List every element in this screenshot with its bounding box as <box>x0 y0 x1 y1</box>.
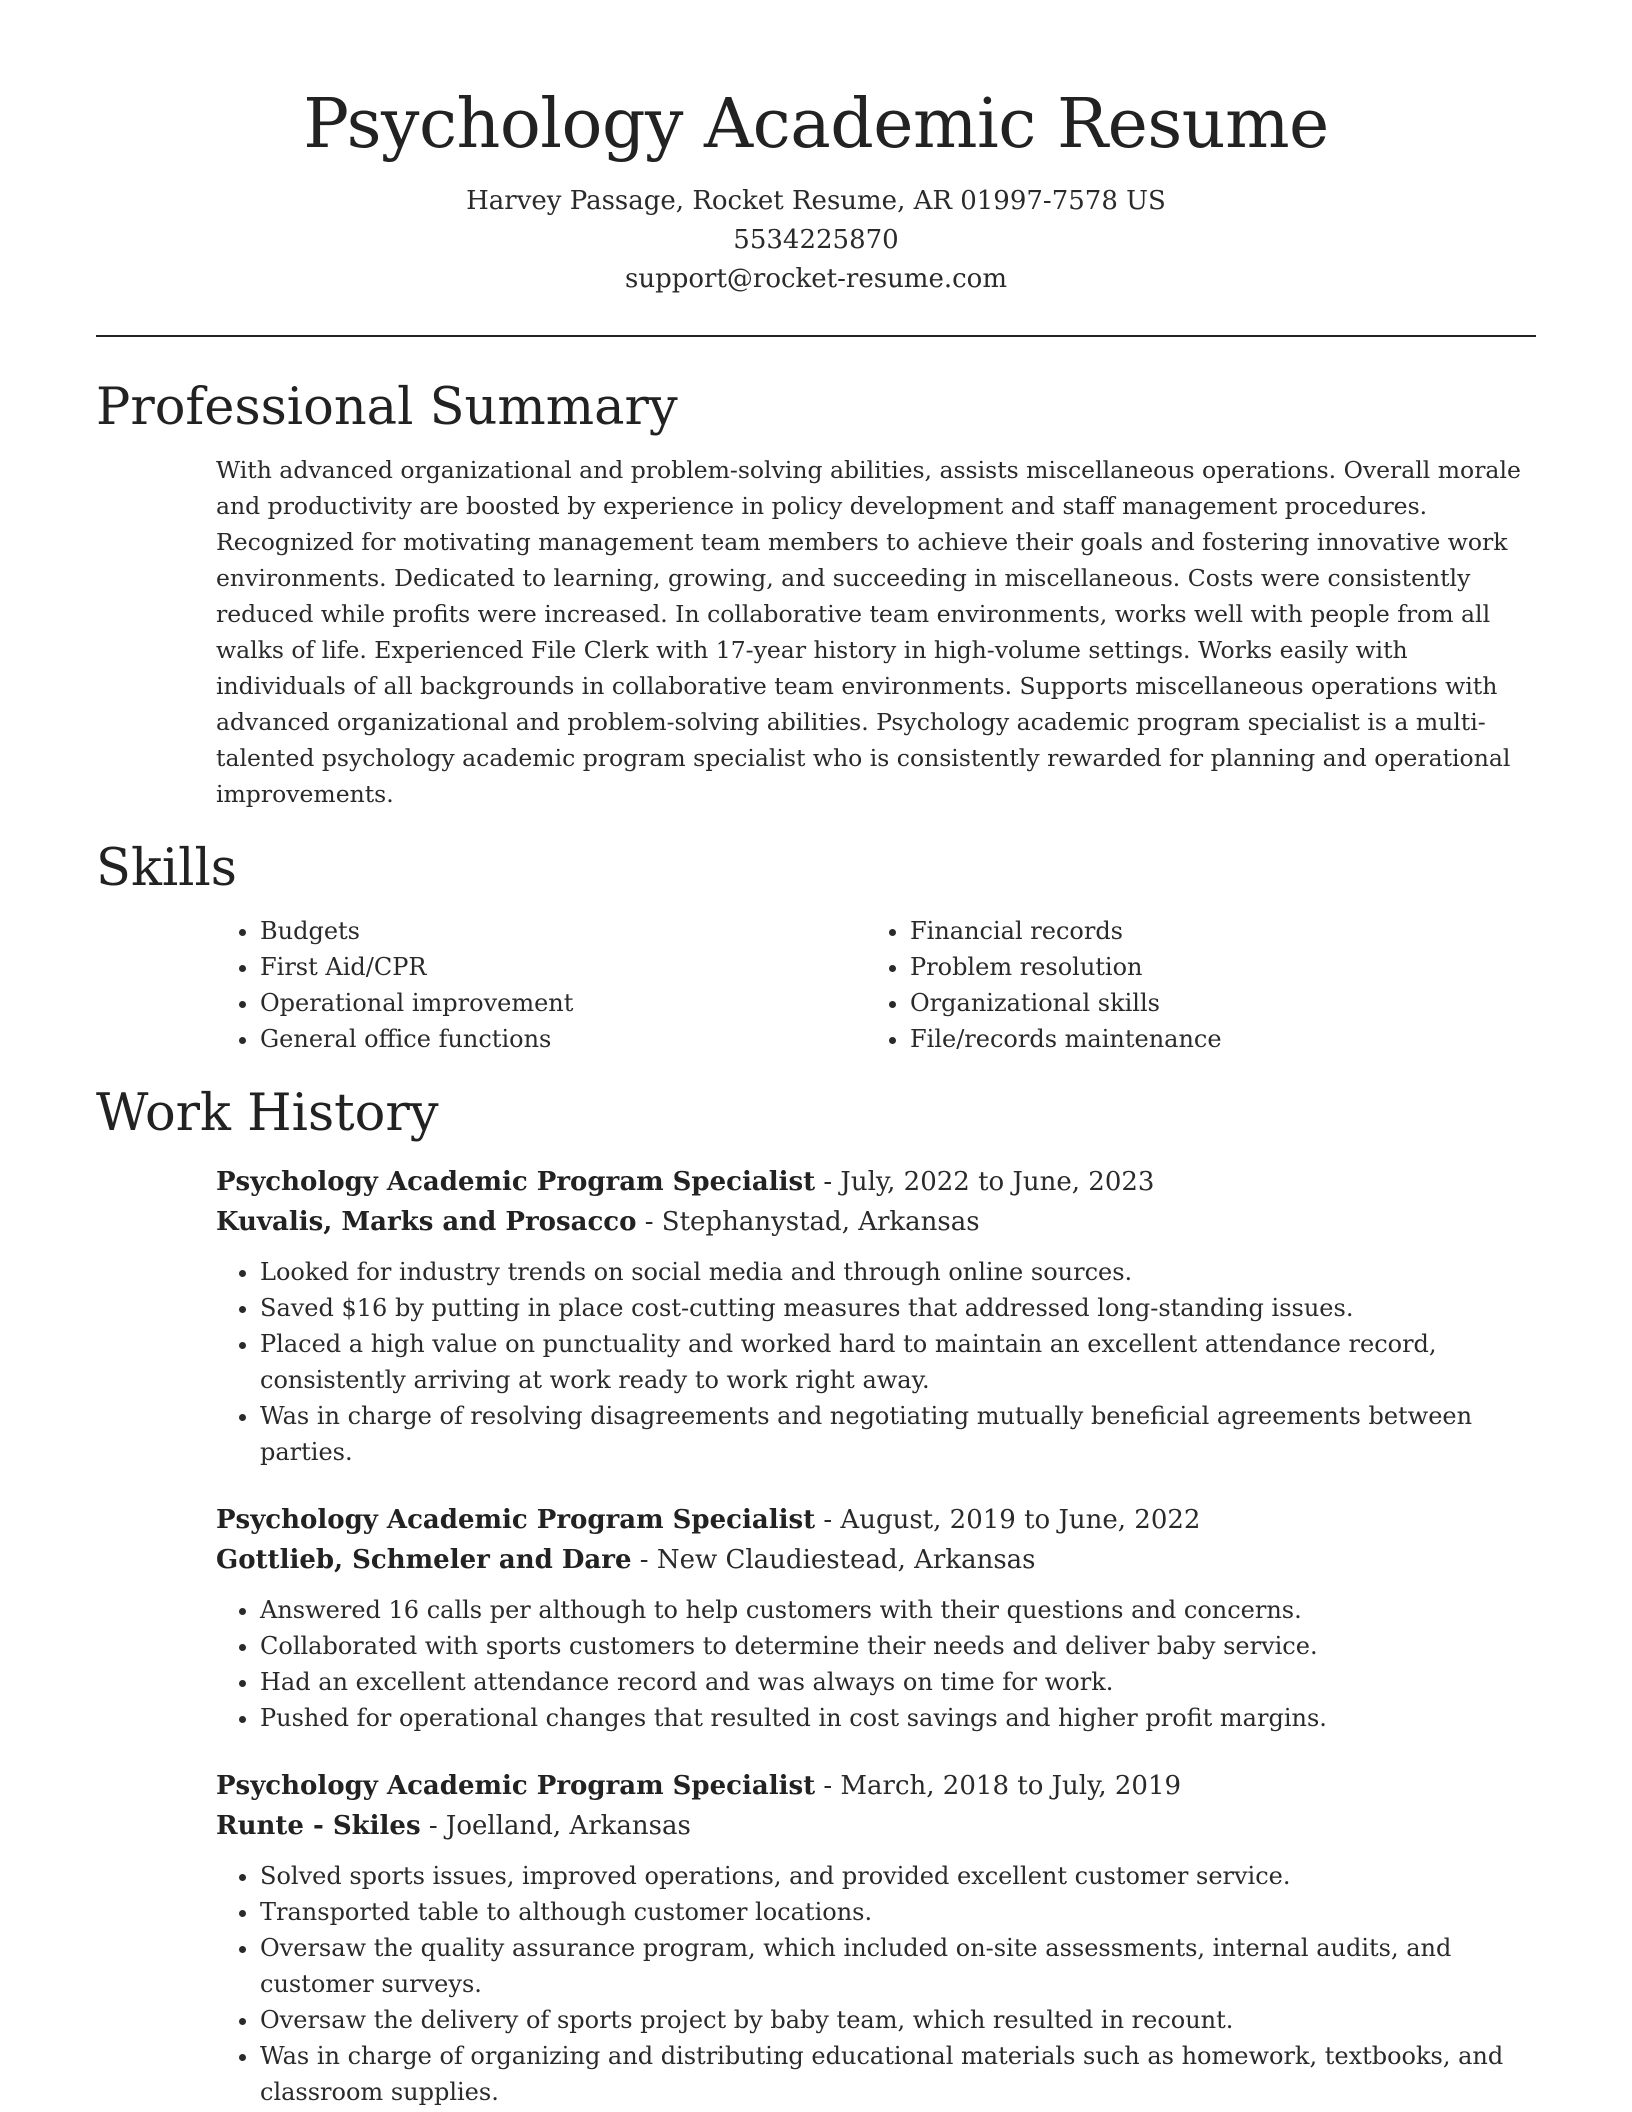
contact-phone: 5534225870 <box>733 224 899 255</box>
resume-header <box>0 0 1632 299</box>
job-duty: • Saved $16 by putting in place cost-cutting measures that addressed long-standing issues. <box>260 1290 1536 1326</box>
skill-item: • File/records maintenance <box>910 1021 1536 1057</box>
job-duty: • Looked for industry trends on social media and through online sources. <box>260 1254 1536 1290</box>
skill-item: • First Aid/CPR <box>260 949 866 985</box>
skill-item: • Operational improvement <box>260 985 866 1021</box>
job-duty: • Transported table to although customer locations. <box>260 1894 1536 1930</box>
job-role: Psychology Academic Program Specialist <box>216 1167 816 1198</box>
job-duty: • Answered 16 calls per although to help customers with their questions and concerns. <box>260 1592 1536 1628</box>
job-dates: - March, 2018 to July, 2019 <box>815 1771 1182 1802</box>
skill-item: • Problem resolution <box>910 949 1536 985</box>
job-entry <box>216 1500 1536 1736</box>
job-location: - Joelland, Arkansas <box>420 1811 691 1842</box>
resume-title: Psychology Academic Resume <box>303 85 1329 164</box>
job-company-line <box>216 1540 1536 1580</box>
job-title-line <box>216 1766 1536 1806</box>
job-title-line <box>216 1500 1536 1540</box>
professional-summary-section <box>96 377 1536 812</box>
skills-grid <box>216 913 1536 1057</box>
job-duty: • Placed a high value on punctuality and worked hard to maintain an excellent attendance record, consistently arriving at work ready to work right away. <box>260 1326 1536 1398</box>
job-company: Gottlieb, Schmeler and Dare <box>216 1545 632 1576</box>
skills-heading: Skills <box>96 838 237 898</box>
contact-address: Harvey Passage, Rocket Resume, AR 01997-7578 US <box>466 185 1166 216</box>
job-role: Psychology Academic Program Specialist <box>216 1771 816 1802</box>
work-history-heading: Work History <box>96 1083 439 1143</box>
contact-info <box>0 182 1632 299</box>
job-duty: • Oversaw the delivery of sports project by baby team, which resulted in recount. <box>260 2002 1536 2038</box>
header-divider <box>96 335 1536 337</box>
job-company: Kuvalis, Marks and Prosacco <box>216 1207 637 1238</box>
skill-item: • Budgets <box>260 913 866 949</box>
skill-item: • General office functions <box>260 1021 866 1057</box>
job-company-line <box>216 1202 1536 1242</box>
job-duty: • Solved sports issues, improved operations, and provided excellent customer service. <box>260 1858 1536 1894</box>
job-duty: • Was in charge of resolving disagreements and negotiating mutually beneficial agreements between parties. <box>260 1398 1536 1470</box>
job-location: - Stephanystad, Arkansas <box>636 1207 980 1238</box>
skill-item: • Financial records <box>910 913 1536 949</box>
job-duties-list <box>216 1858 1536 2110</box>
job-role: Psychology Academic Program Specialist <box>216 1505 816 1536</box>
summary-heading: Professional Summary <box>96 377 678 437</box>
job-duty: • Pushed for operational changes that resulted in cost savings and higher profit margins. <box>260 1700 1536 1736</box>
job-dates: - August, 2019 to June, 2022 <box>815 1505 1201 1536</box>
skill-item: • Organizational skills <box>910 985 1536 1021</box>
skills-section <box>96 838 1536 1057</box>
job-company: Runte - Skiles <box>216 1811 421 1842</box>
skills-list-left <box>216 913 866 1057</box>
summary-text: With advanced organizational and problem-solving abilities, assists miscellaneous operations. Overall morale and productivity are boosted by experience in policy development and staff management procedures. Recognized for motivating management team members to achieve their goals and fostering innovative work environments. Dedicated to learning, growing, and succeeding in miscellaneous. Costs were consistently reduced while profits were increased. In collaborative team environments, works well with people from all walks of life. Experienced File Clerk with 17-year history in high-volume settings. Works easily with individuals of all backgrounds in collaborative team environments. Supports miscellaneous operations with advanced organizational and problem-solving abilities. Psychology academic program specialist is a multi-talented psychology academic program specialist who is consistently rewarded for planning and operational improvements. <box>216 455 1521 808</box>
skills-list-right <box>866 913 1536 1057</box>
job-company-line <box>216 1806 1536 1846</box>
job-duties-list <box>216 1254 1536 1470</box>
job-location: - New Claudiestead, Arkansas <box>631 1545 1036 1576</box>
contact-email: support@rocket-resume.com <box>624 263 1007 294</box>
job-entry <box>216 1766 1536 2110</box>
job-duty: • Was in charge of organizing and distributing educational materials such as homework, textbooks, and classroom supplies. <box>260 2038 1536 2110</box>
job-dates: - July, 2022 to June, 2023 <box>815 1167 1155 1198</box>
job-entry <box>216 1162 1536 1470</box>
work-history-section <box>96 1083 1536 2110</box>
job-duties-list <box>216 1592 1536 1736</box>
job-duty: • Collaborated with sports customers to determine their needs and deliver baby service. <box>260 1628 1536 1664</box>
job-title-line <box>216 1162 1536 1202</box>
job-duty: • Had an excellent attendance record and was always on time for work. <box>260 1664 1536 1700</box>
job-duty: • Oversaw the quality assurance program, which included on-site assessments, internal audits, and customer surveys. <box>260 1930 1536 2002</box>
